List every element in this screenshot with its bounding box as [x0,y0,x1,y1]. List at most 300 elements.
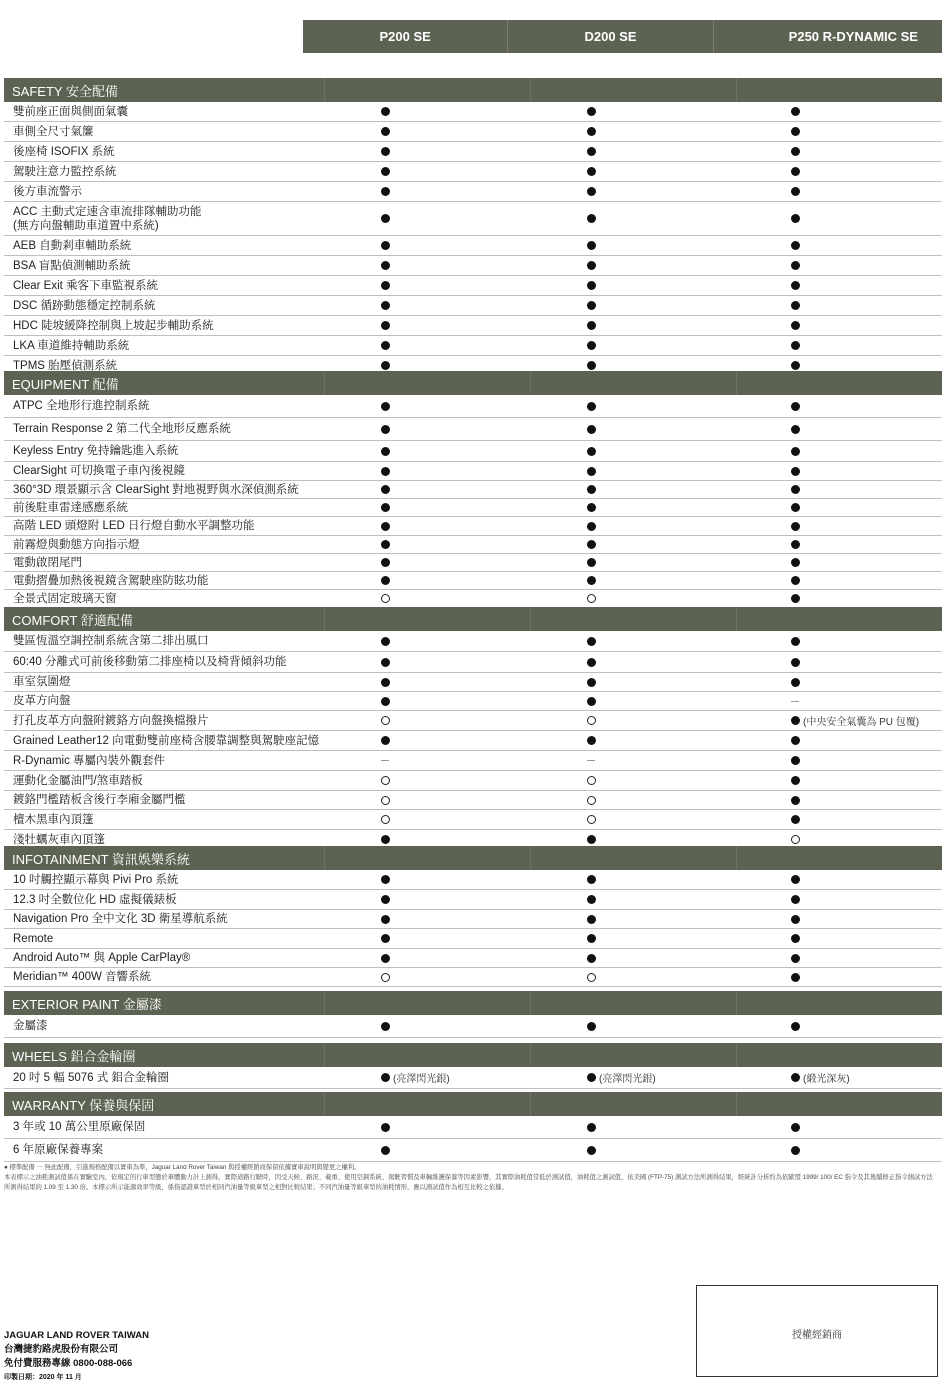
standard-dot-icon [587,658,596,667]
none-dash-icon [587,760,595,761]
spec-cell [791,467,800,476]
spec-cell [587,875,596,884]
company-zh: 台灣捷豹路虎股份有限公司 [4,1344,119,1355]
spec-cell [791,447,800,456]
spec-cell [791,736,800,745]
spec-cell [791,522,800,531]
spec-cell [381,261,390,270]
table-row [4,122,942,142]
row-label: 全景式固定玻璃天窗 [13,592,117,605]
standard-dot-icon [587,485,596,494]
spec-cell [791,147,800,156]
spec-cell [381,214,390,223]
standard-dot-icon [381,214,390,223]
spec-cell [381,815,390,824]
row-label: TPMS 胎壓偵測系統 [13,359,118,372]
spec-cell [791,261,800,270]
spec-cell [587,402,596,411]
spec-cell [791,835,800,844]
standard-dot-icon [587,341,596,350]
spec-cell [791,485,800,494]
section-title-text: SAFETY 安全配備 [12,83,118,99]
standard-dot-icon [587,361,596,370]
standard-dot-icon [587,402,596,411]
table-row [4,481,942,499]
table-row [4,652,942,673]
standard-dot-icon [791,637,800,646]
spec-cell [381,467,390,476]
spec-cell [587,934,596,943]
optional-ring-icon [587,776,596,785]
standard-dot-icon [791,594,800,603]
section-title-text: WARRANTY 保養與保固 [12,1097,155,1113]
standard-dot-icon [587,321,596,330]
spec-cell [587,1146,596,1155]
row-label: HDC 陡坡緩降控制與上坡起步輔助系統 [13,319,214,332]
row-label: 20 吋 5 輻 5076 式 鋁合金輪圈 [13,1071,169,1084]
spec-cell [381,341,390,350]
none-dash-icon [791,701,799,702]
spec-cell [381,736,390,745]
section-title [4,78,942,102]
spec-cell [381,187,390,196]
row-label: Clear Exit 乘客下車監視系統 [13,279,159,292]
row-label: 12.3 吋全數位化 HD 虛擬儀錶板 [13,893,177,906]
spec-cell [587,167,596,176]
row-label: LKA 車道維持輔助系統 [13,339,130,352]
dealer-label: 授權經銷商 [792,1330,842,1341]
spec-cell [587,281,596,290]
spec-cell [791,187,800,196]
standard-dot-icon [381,895,390,904]
standard-dot-icon [587,736,596,745]
spec-cell [381,522,390,531]
row-label: ATPC 全地形行進控制系統 [13,400,150,412]
standard-dot-icon [381,321,390,330]
standard-dot-icon [587,522,596,531]
spec-cell [587,973,596,982]
spec-cell [791,875,800,884]
spec-cell [791,954,800,963]
spec-cell [587,835,596,844]
standard-dot-icon [791,736,800,745]
optional-ring-icon [381,594,390,603]
standard-dot-icon [587,187,596,196]
standard-dot-icon [791,815,800,824]
spec-cell [381,281,390,290]
table-row [4,791,942,810]
standard-dot-icon [381,467,390,476]
optional-ring-icon [587,594,596,603]
standard-dot-icon [381,875,390,884]
standard-dot-icon [587,167,596,176]
row-label: 後座椅 ISOFIX 系統 [13,145,115,158]
section [4,78,942,376]
row-label: 雙前座正面與側面氣囊 [13,105,128,118]
spec-cell [381,127,390,136]
standard-dot-icon [381,301,390,310]
spec-cell [791,361,800,370]
standard-dot-icon [791,402,800,411]
spec-cell [587,895,596,904]
spec-cell [791,796,800,805]
row-label: 60:40 分離式可前後移動第二排座椅以及椅背傾斜功能 [13,656,287,668]
spec-cell [381,107,390,116]
spec-cell [587,361,596,370]
spec-cell [381,716,390,725]
spec-cell [381,796,390,805]
row-label: ClearSight 可切換電子車內後視鏡 [13,465,185,477]
spec-cell [791,713,919,728]
spec-cell [381,576,390,585]
spec-cell [587,697,596,706]
spec-cell [381,485,390,494]
row-label: Remote [13,932,54,945]
table-row [4,631,942,652]
dealer-box [696,1285,938,1377]
standard-dot-icon [587,467,596,476]
standard-dot-icon [791,107,800,116]
optional-ring-icon [381,973,390,982]
row-label: 車室氛圍燈 [13,676,71,688]
row-label: 3 年或 10 萬公里原廠保固 [13,1121,146,1133]
print-date: 印製日期：2020 年 11 月 [4,1374,82,1381]
table-row [4,296,942,316]
spec-cell [587,678,596,687]
standard-dot-icon [791,915,800,924]
section-title-text: INFOTAINMENT 資訊娛樂系統 [12,851,190,867]
row-label: AEB 自動剎車輔助系統 [13,239,132,252]
spec-cell [791,701,799,702]
standard-dot-icon [381,678,390,687]
table-row [4,462,942,481]
standard-dot-icon [381,1022,390,1031]
row-label: 電動摺疊加熱後視鏡含駕駛座防眩功能 [13,574,209,587]
spec-cell [791,214,800,223]
spec-cell [587,658,596,667]
table-row [4,968,942,987]
model-col-3: P250 R-DYNAMIC SE [713,20,942,53]
standard-dot-icon [791,447,800,456]
section-title [4,846,942,870]
table-row [4,142,942,162]
spec-cell [587,915,596,924]
standard-dot-icon [381,1123,390,1132]
standard-dot-icon [381,522,390,531]
section [4,1043,942,1089]
section-title [4,607,942,631]
standard-dot-icon [381,697,390,706]
spec-cell [381,934,390,943]
spec-cell [381,895,390,904]
standard-dot-icon [381,187,390,196]
spec-cell [587,341,596,350]
standard-dot-icon [381,147,390,156]
table-row [4,590,942,608]
table-row [4,810,942,830]
spec-cell [791,815,800,824]
standard-dot-icon [791,147,800,156]
standard-dot-icon [587,241,596,250]
model-col-1: P200 SE [379,29,431,44]
spec-cell [381,301,390,310]
standard-dot-icon [791,214,800,223]
spec-cell [587,147,596,156]
optional-ring-icon [381,796,390,805]
standard-dot-icon [791,281,800,290]
spec-cell [587,522,596,531]
row-label: 皮革方向盤 [13,695,71,707]
spec-cell [587,540,596,549]
footer [4,1329,149,1385]
table-row [4,395,942,418]
standard-dot-icon [791,716,800,725]
spec-cell [381,402,390,411]
table-row [4,731,942,751]
standard-dot-icon [791,576,800,585]
table-row [4,692,942,711]
standard-dot-icon [381,503,390,512]
optional-ring-icon [381,776,390,785]
spec-cell [587,261,596,270]
standard-dot-icon [381,637,390,646]
standard-dot-icon [791,1146,800,1155]
table-row [4,162,942,182]
standard-dot-icon [381,576,390,585]
spec-cell [791,658,800,667]
standard-dot-icon [791,756,800,765]
row-label: 雙區恆溫空調控制系統含第二排出風口 [13,635,209,647]
spec-cell [791,167,800,176]
standard-dot-icon [791,954,800,963]
spec-cell [587,241,596,250]
spec-cell [587,736,596,745]
cell-note: (中央安全氣囊為 PU 包覆) [803,717,920,728]
row-label: Android Auto™ 與 Apple CarPlay® [13,952,191,964]
section-title [4,991,942,1015]
table-row [4,499,942,517]
spec-cell [381,875,390,884]
row-label: DSC 循跡動態穩定控制系統 [13,299,156,312]
standard-dot-icon [587,214,596,223]
spec-cell [791,637,800,646]
row-label: 金屬漆 [13,1020,48,1032]
row-label: 電動啟閉尾門 [13,556,82,569]
table-row [4,1139,942,1162]
section-title-text: WHEELS 鋁合金輪圈 [12,1048,136,1064]
standard-dot-icon [791,425,800,434]
model-col-2: D200 SE [507,20,712,53]
spec-cell [791,1146,800,1155]
spec-cell [381,503,390,512]
standard-dot-icon [381,558,390,567]
spec-cell [791,503,800,512]
row-label: 鍍鉻門檻踏板含後行李廂金屬門檻 [13,794,186,806]
standard-dot-icon [791,658,800,667]
standard-dot-icon [791,127,800,136]
spec-cell [381,1070,450,1085]
spec-cell [791,540,800,549]
table-row [4,1116,942,1139]
standard-dot-icon [791,261,800,270]
spec-cell [587,107,596,116]
spec-cell [381,361,390,370]
section [4,607,942,850]
standard-dot-icon [587,558,596,567]
spec-cell [791,107,800,116]
spec-cell [381,637,390,646]
spec-cell [791,281,800,290]
spec-cell [587,716,596,725]
spec-cell [381,835,390,844]
hotline: 免付費服務專線 0800-088-066 [4,1358,133,1369]
row-label: Meridian™ 400W 音響系統 [13,971,152,983]
spec-cell [587,321,596,330]
spec-cell [381,1123,390,1132]
optional-ring-icon [587,815,596,824]
standard-dot-icon [381,736,390,745]
standard-dot-icon [587,875,596,884]
standard-dot-icon [587,835,596,844]
table-row [4,316,942,336]
standard-dot-icon [791,1073,800,1082]
standard-dot-icon [587,637,596,646]
table-row [4,182,942,202]
spec-cell [587,558,596,567]
table-row [4,673,942,692]
spec-cell [587,187,596,196]
spec-cell [587,796,596,805]
standard-dot-icon [587,1146,596,1155]
optional-ring-icon [587,973,596,982]
standard-dot-icon [791,503,800,512]
section [4,1092,942,1162]
standard-dot-icon [791,467,800,476]
spec-cell [791,756,800,765]
row-label: 車側全尺寸氣簾 [13,125,94,138]
spec-cell [381,658,390,667]
spec-cell [587,503,596,512]
table-row [4,102,942,122]
footnote [4,1163,938,1193]
spec-cell [381,321,390,330]
company-en: JAGUAR LAND ROVER TAIWAN [4,1330,149,1341]
standard-dot-icon [791,341,800,350]
none-dash-icon [381,760,389,761]
row-label: 駕駛注意力監控系統 [13,165,117,178]
row-label: 前後駐車雷達感應系統 [13,501,128,514]
standard-dot-icon [587,301,596,310]
cell-note: (亮澤閃光銀) [599,1074,656,1085]
spec-cell [791,241,800,250]
section-title-text: COMFORT 舒適配備 [12,612,133,628]
standard-dot-icon [791,934,800,943]
row-label: 淺牡蠣灰車內頂篷 [13,833,105,846]
row-label: 360°3D 環景顯示含 ClearSight 對地視野與水深偵測系統 [13,483,299,496]
spec-cell [587,815,596,824]
section-title [4,371,942,395]
standard-dot-icon [381,658,390,667]
table-row [4,890,942,910]
standard-dot-icon [791,973,800,982]
standard-dot-icon [791,558,800,567]
standard-dot-icon [791,895,800,904]
standard-dot-icon [381,915,390,924]
standard-dot-icon [587,697,596,706]
spec-cell [381,915,390,924]
standard-dot-icon [381,835,390,844]
standard-dot-icon [791,321,800,330]
table-row [4,711,942,731]
standard-dot-icon [587,127,596,136]
row-label: Terrain Response 2 第二代全地形反應系統 [13,423,231,435]
standard-dot-icon [381,1146,390,1155]
spec-cell [791,776,800,785]
spec-cell [381,241,390,250]
spec-cell [381,594,390,603]
standard-dot-icon [381,167,390,176]
spec-cell [381,776,390,785]
spec-cell [381,973,390,982]
standard-dot-icon [791,776,800,785]
standard-dot-icon [381,934,390,943]
spec-cell [587,301,596,310]
standard-dot-icon [381,447,390,456]
standard-dot-icon [791,796,800,805]
spec-cell [791,301,800,310]
spec-cell [381,167,390,176]
row-label: 6 年原廠保養專案 [13,1144,104,1156]
section [4,846,942,987]
row-label: 運動化金屬油門/煞車踏板 [13,774,143,787]
standard-dot-icon [587,1123,596,1132]
model-header [303,20,942,53]
standard-dot-icon [381,341,390,350]
standard-dot-icon [381,540,390,549]
spec-cell [791,1070,850,1085]
section [4,991,942,1038]
spec-cell [381,760,389,761]
section-title-text: EXTERIOR PAINT 金屬漆 [12,996,162,1012]
row-label: 檀木黑車內頂篷 [13,813,94,826]
section-title [4,1043,942,1067]
standard-dot-icon [791,522,800,531]
spec-cell [381,678,390,687]
table-row [4,771,942,791]
spec-cell [587,214,596,223]
standard-dot-icon [587,1022,596,1031]
spec-cell [381,540,390,549]
optional-ring-icon [381,815,390,824]
standard-dot-icon [791,361,800,370]
section [4,371,942,608]
spec-cell [587,576,596,585]
standard-dot-icon [381,485,390,494]
table-row [4,202,942,236]
standard-dot-icon [791,875,800,884]
spec-cell [587,1123,596,1132]
standard-dot-icon [381,954,390,963]
standard-dot-icon [587,261,596,270]
row-label: R-Dynamic 專屬內裝外觀套件 [13,754,166,767]
standard-dot-icon [587,281,596,290]
standard-dot-icon [381,281,390,290]
table-row [4,441,942,462]
spec-cell [381,954,390,963]
footnote-line: ● 標準配備 － 無此配備，引進規格配備以實車為準，Jaguar Land Rover Taiwan 與授權經銷商保留依據實車說明與變更之權利。 [4,1164,361,1171]
table-row [4,236,942,256]
standard-dot-icon [791,301,800,310]
